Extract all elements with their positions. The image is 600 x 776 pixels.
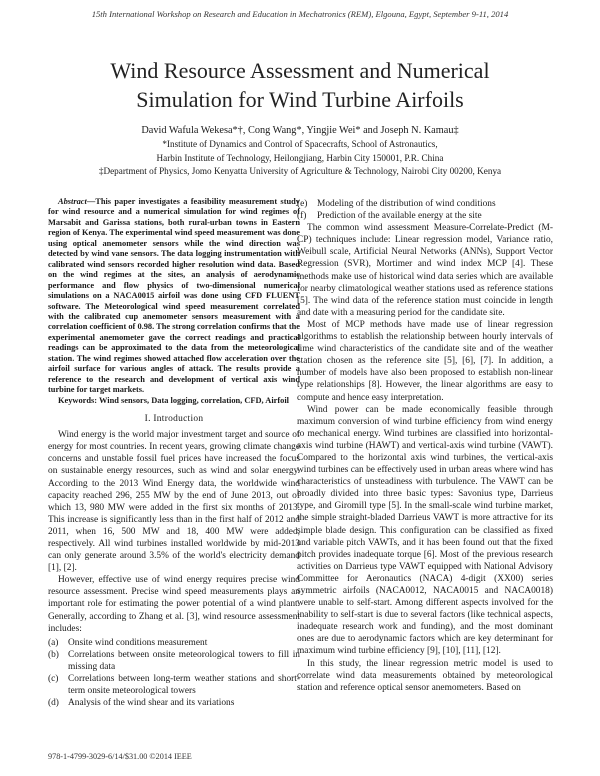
body-paragraph-regression: Most of MCP methods have made use of linear regression algorithms to establish the relationship between hourly intervals of time wind characteristics of the candidate site and of the weather station chosen as the reference site [5], [6], [7]. In addition, a number of models have also been proposed to establish non-linear type relationships [8]. However, the linear algorithms are easy to compute and hence easy interpretation. xyxy=(297,319,553,403)
affiliation-3: ‡Department of Physics, Jomo Kenyatta University of Agriculture & Technology, Nairobi City 00200, Kenya xyxy=(98,166,502,176)
list-text: Onsite wind conditions measurement xyxy=(68,637,208,648)
author-list: David Wafula Wekesa*†, Cong Wang*, Yingjie Wei* and Joseph N. Kamau‡ xyxy=(141,125,459,136)
title-line-1: Wind Resource Assessment and Numerical xyxy=(110,58,490,83)
list-item xyxy=(48,697,300,709)
list-item xyxy=(297,210,553,222)
right-column xyxy=(297,196,553,694)
list-item xyxy=(48,649,300,673)
assessment-list-continued xyxy=(297,198,553,222)
abstract-body: —This paper investigates a feasibility measurement study for wind resource and a numerical simulation for wind regimes of Marsabit and Garissa stations, both rural-urban towns in Eastern region of Kenya. The experimental wind speed measurement was done using optical anemometer sensors while the wind direction was detected by wind vane sensors. The data logging instrumentation with calibrated wind sensors recorded higher resolution wind data. Based on the wind regimes at the sites, an analysis of aerodynamic performance and flow physics of two-dimensional numerical simulations on a NACA0015 airfoil was done using CFD FLUENT software. The Meteorological wind speed measurement correlated with the calibrated cup anemometer sensors measurement with a correlation coefficient of 0.98. The strong correlation confirms that the experimental anemometer gave the correct readings and practical readings can be approximated to the data from the meteorological station. The wind regimes showed attached flow acceleration over the airfoil surface for various angles of attack. The results provide a reference to the research and development of vertical axis wind turbine for target markets. xyxy=(48,197,300,395)
list-item xyxy=(297,198,553,210)
copyright-footer: 978-1-4799-3029-6/14/$31.00 ©2014 IEEE xyxy=(48,752,192,761)
list-item xyxy=(48,637,300,649)
list-marker: (e) xyxy=(297,199,308,209)
list-marker: (b) xyxy=(48,649,59,660)
list-text: Analysis of the wind shear and its variations xyxy=(68,698,235,709)
paper-title xyxy=(40,56,560,114)
conference-header: 15th International Workshop on Research and Education in Mechatronics (REM), Elgouna, Egypt, September 9-11, 2014 xyxy=(91,9,509,19)
list-marker: (a) xyxy=(48,637,59,648)
list-marker: (d) xyxy=(48,698,59,709)
assessment-list xyxy=(48,637,300,710)
body-paragraph-mcp: The common wind assessment Measure-Correlate-Predict (M-CP) techniques include: Linear regression model, Variance ratio, Weibull scale, Artificial Neural Networks (ANNs), Support Vector Regression (SVR), Mortimer and wind index MCP [4]. These methods make use of historical wind data series which are available for nearby climatological weather stations used as reference stations [5]. The wind data of the reference station must coincide in length and date with a measuring period for the candidate site. xyxy=(297,223,553,318)
section-heading-introduction: I. Introduction xyxy=(144,414,204,425)
abstract-lead: Abstract xyxy=(58,197,87,206)
title-line-2: Simulation for Wind Turbine Airfoils xyxy=(136,87,464,112)
abstract xyxy=(48,197,300,396)
affiliations xyxy=(0,138,600,179)
intro-paragraph-1: Wind energy is the world major investment target and source of energy for most countries. In recent years, growing climate change concerns and unstable fossil fuel prices have increased the focus on sustainable energy resources, such as wind and solar energy. According to the 2013 Wind Energy data, the worldwide wind capacity reached 296, 255 MW by the end of June 2013, out of which 13, 980 MW were added in the first six months of 2013. This increase is significantly less than in the first half of 2012 and 2011, when 16, 500 MW and 18, 400 MW were added, respectively. All wind turbines installed worldwide by mid-2013 can only generate around 3.5% of the world's electricity demand [1], [2]. xyxy=(48,430,300,574)
list-marker: (f) xyxy=(297,211,307,222)
affiliation-1: *Institute of Dynamics and Control of Spacecrafts, School of Astronautics, xyxy=(162,139,438,149)
body-paragraph-wind-power: Wind power can be made economically feasible through maximum conversion of wind turbine efficiency from wind energy to mechanical energy. Wind turbines are classified into horizontal-axis wind turbine (HAWT) and vertical-axis wind turbine (VAWT). Compared to the horizontal axis wind turbines, the vertical-axis wind turbines can be effectively used in urban areas where wind has characteristics of unsteadiness with turbulence. The VAWT can be broadly divided into three basic types: Savonius type, Darrieus type, and Giromill type [5]. In the small-scale wind turbine market, the simple straight-bladed Darrieus VAWT is more attractive for its simple blade design. This configuration can be classified as fixed and variable pitch VAWTs, and it has been found out that the fixed pitch provides inadequate torque [6]. Most of the previous research activities on Darrieus type VAWT equipped with National Advisory Committee for Aeronautics (NACA) 4-digit (XX00) series symmetric airfoils (NACA0012, NACA0015 and NACA0018) were unable to self-start. Among different aspects involved for the inability to self-start is due to several factors (like technical aspects, inadequate research work and funding), and the most dominant ones are due to aerodynamic factors which are key determinant for maximum wind turbine efficiency [9], [10], [11], [12]. xyxy=(297,404,553,657)
list-text: Prediction of the available energy at the site xyxy=(317,211,482,222)
list-text: Correlations between onsite meteorological towers to fill in missing data xyxy=(68,649,300,672)
body-paragraph-this-study: In this study, the linear regression metric model is used to correlate wind data measurements obtained by meteorological station and reference optical sensor anemometers. Based on xyxy=(297,658,553,693)
list-text: Correlations between long-term weather stations and short-term onsite meteorological towers xyxy=(68,674,300,697)
affiliation-2: Harbin Institute of Technology, Heilongjiang, Harbin City 150001, P.R. China xyxy=(156,152,444,163)
keywords: Keywords: Wind sensors, Data logging, correlation, CFD, Airfoil xyxy=(58,395,290,405)
list-text: Modeling of the distribution of wind conditions xyxy=(317,199,496,209)
intro-paragraph-2: However, effective use of wind energy requires precise wind resource assessment. Precise wind speed measurements plays an important role for estimating the power potential of a wind plant. Generally, according to Zhang et al. [3], wind resource assessment includes: xyxy=(48,575,300,634)
list-item xyxy=(48,673,300,697)
left-column xyxy=(48,197,300,709)
list-marker: (c) xyxy=(48,674,59,685)
